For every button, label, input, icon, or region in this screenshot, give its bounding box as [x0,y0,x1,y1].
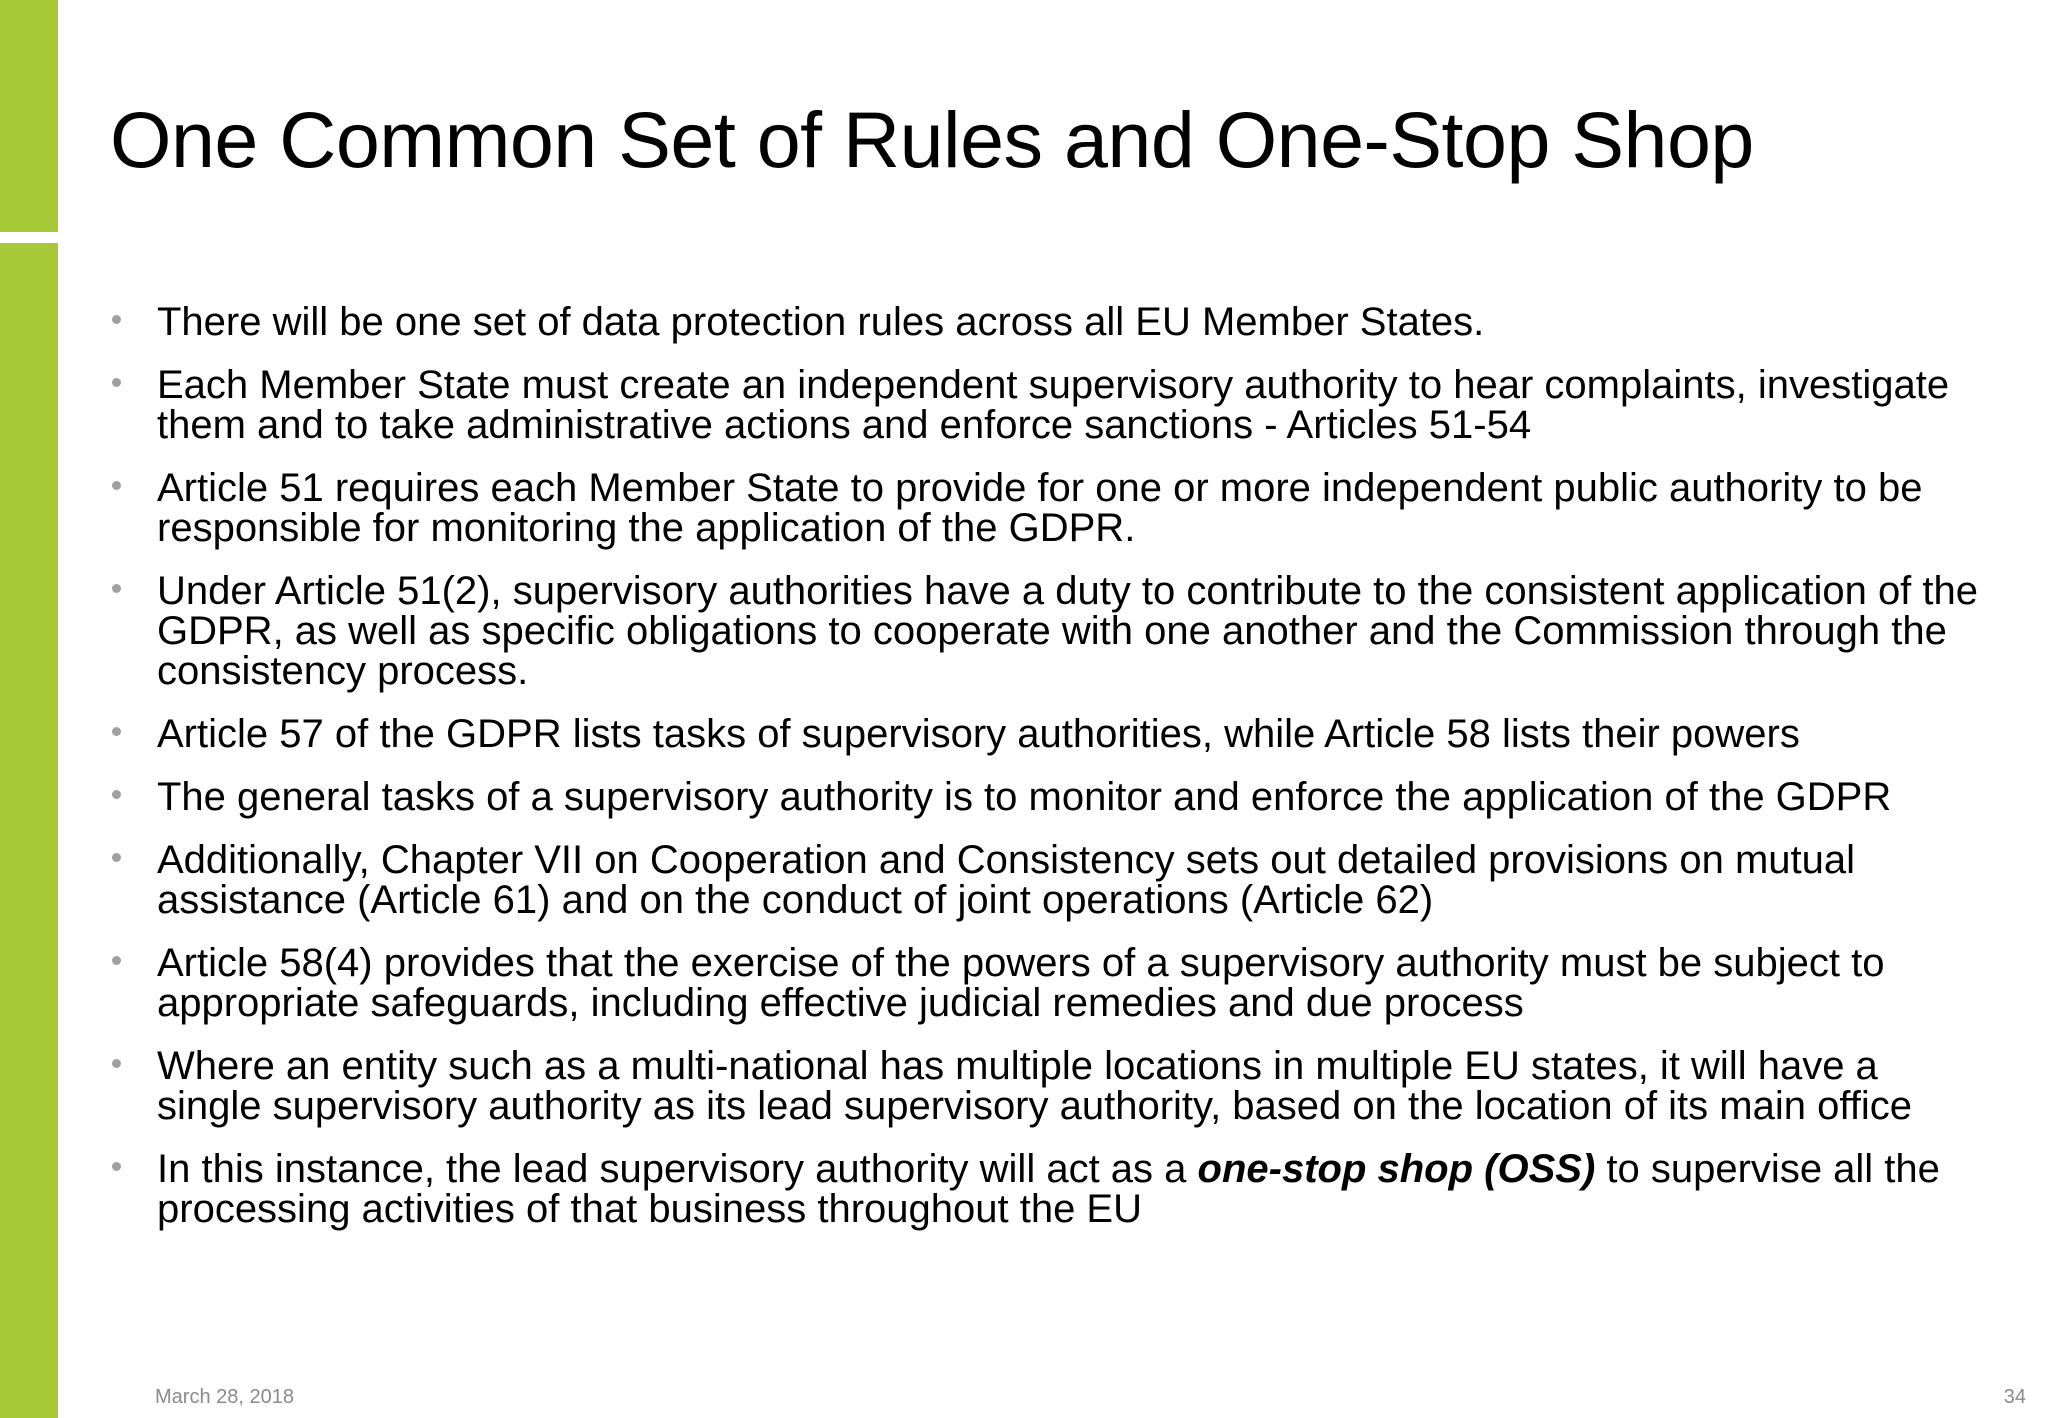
bullet-dot-icon [112,727,121,736]
bullet-item [110,1046,1980,1126]
bullet-dot-icon [112,1162,121,1171]
bullet-item [110,468,1980,548]
bullet-item [110,571,1980,691]
bullet-item [110,302,1980,342]
bullet-text: Each Member State must create an independent supervisory authority to hear complaints, investigate them and to take administrative actions and enforce sanctions - Articles 51-54 [157,363,1950,447]
oss-emphasis: one-stop shop (OSS) [1197,1147,1596,1191]
bullet-text: The general tasks of a supervisory authority is to monitor and enforce the application of the GDPR [157,775,1892,819]
bullet-text: Article 58(4) provides that the exercise of the powers of a supervisory authority must be subject to appropriate safeguards, including effective judicial remedies and due process [157,941,1885,1025]
slide-title: One Common Set of Rules and One-Stop Shop [110,95,1754,184]
bullet-dot-icon [112,790,121,799]
accent-bar-top [0,0,58,232]
bullet-dot-icon [112,481,121,490]
bullet-text: Where an entity such as a multi-national has multiple locations in multiple EU states, it will have a single supervisory authority as its lead supervisory authority, based on the location of its main office [157,1044,1912,1128]
bullet-text: Under Article 51(2), supervisory authorities have a duty to contribute to the consistent application of the GDPR, as well as specific obligations to cooperate with one another and the Commission through the consistency process. [157,569,1979,693]
bullet-item [110,365,1980,445]
bullet-text: There will be one set of data protection rules across all EU Member States. [157,300,1485,344]
footer-date: March 28, 2018 [155,1386,294,1408]
bullet-item [110,777,1980,817]
bullet-dot-icon [112,315,121,324]
accent-bar-bottom [0,243,58,1418]
bullet-text: Additionally, Chapter VII on Cooperation and Consistency sets out detailed provisions on mutual assistance (Article 61) and on the conduct of joint operations (Article 62) [157,838,1856,922]
bullet-dot-icon [112,584,121,593]
bullet-text: Article 57 of the GDPR lists tasks of supervisory authorities, while Article 58 lists their powers [157,712,1800,756]
bullet-item [110,943,1980,1023]
bullet-list [110,302,1980,1252]
bullet-text-after: to supervise all the processing activities of that business throughout the EU [157,1147,1940,1231]
bullet-dot-icon [112,1059,121,1068]
slide-number: 34 [2003,1386,2026,1408]
bullet-dot-icon [112,378,121,387]
bullet-dot-icon [112,956,121,965]
bullet-item [110,714,1980,754]
bullet-item [110,840,1980,920]
bullet-text: Article 51 requires each Member State to provide for one or more independent public authority to be responsible for monitoring the application of the GDPR. [157,466,1923,550]
bullet-dot-icon [112,853,121,862]
bullet-item-oss [110,1149,1980,1229]
bullet-text-before: In this instance, the lead supervisory authority will act as a [157,1147,1198,1191]
